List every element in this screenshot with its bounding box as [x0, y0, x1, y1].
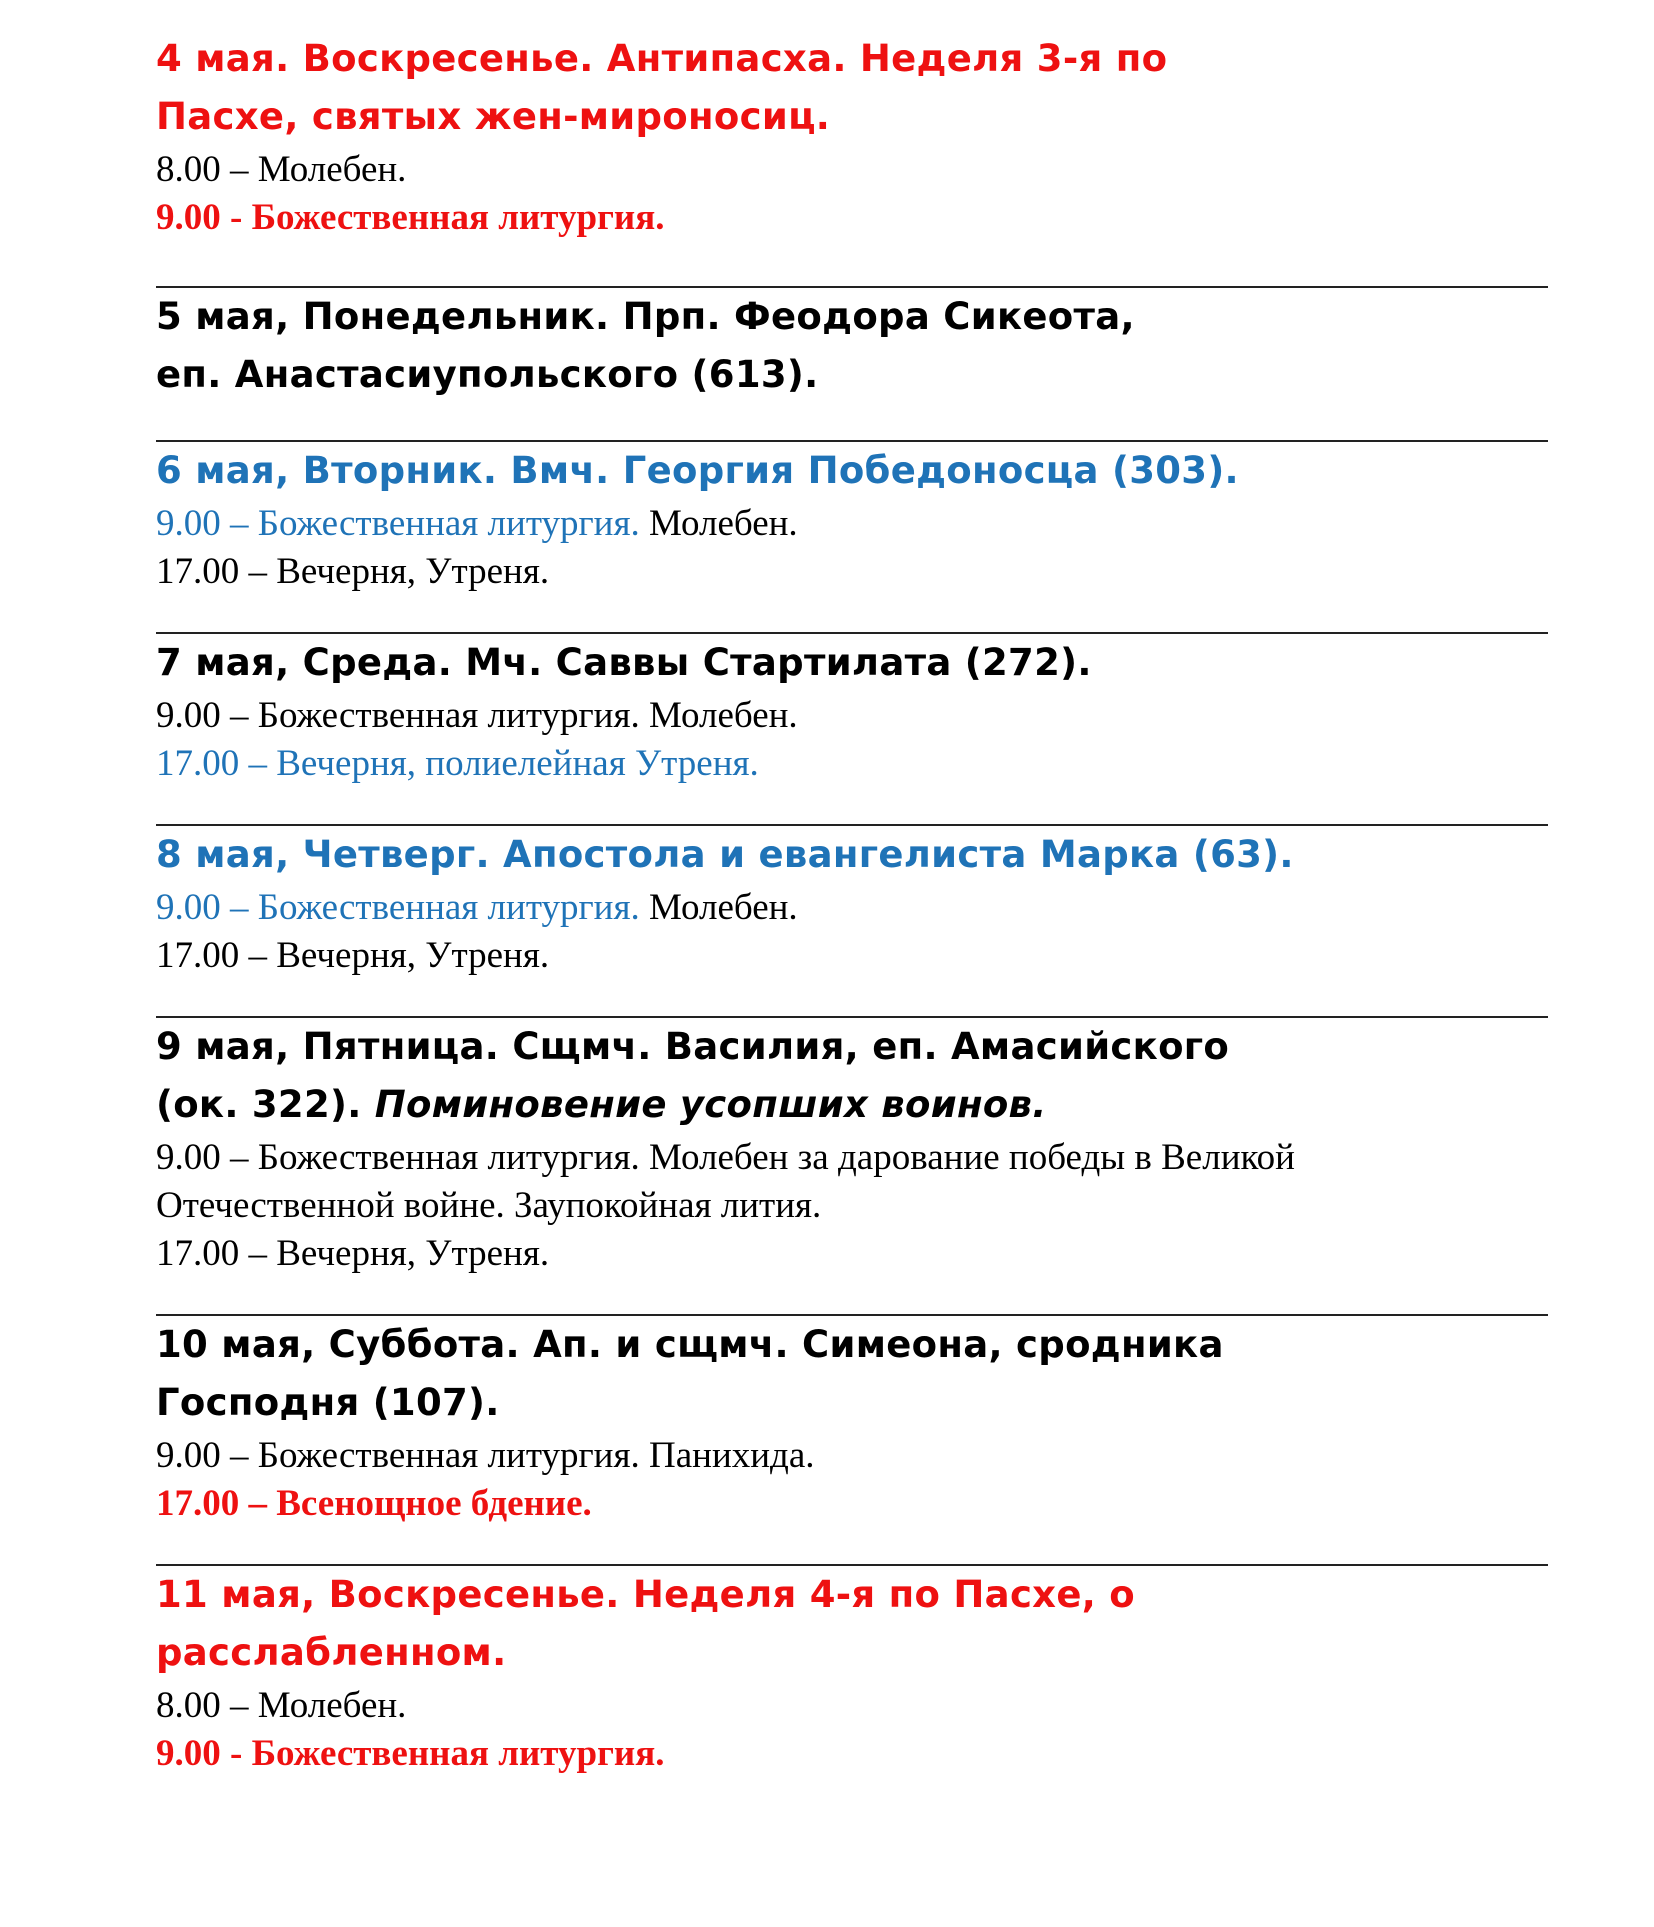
service-line: 9.00 - Божественная литургия. — [156, 197, 665, 238]
service-line-part: Молебен. — [639, 503, 798, 544]
service-line: 8.00 – Молебен. — [156, 1685, 407, 1726]
service-line: 9.00 – Божественная литургия. Панихида. — [156, 1435, 815, 1476]
service-line: 17.00 – Вечерня, полиелейная Утреня. — [156, 743, 759, 784]
day-entry-may-9 — [156, 1018, 1548, 1278]
schedule-document — [156, 30, 1548, 1778]
day-entry-may-8 — [156, 826, 1548, 980]
service-line: 8.00 – Молебен. — [156, 149, 407, 190]
service-line — [156, 500, 1548, 548]
service-line-part: Молебен. — [639, 887, 798, 928]
day-entry-may-4 — [156, 30, 1548, 242]
service-line: 9.00 – Божественная литургия. Молебен. — [156, 695, 798, 736]
service-line: 17.00 – Вечерня, Утреня. — [156, 1233, 550, 1274]
service-line: 17.00 – Всенощное бдение. — [156, 1483, 592, 1524]
day-heading: 4 мая. Воскресенье. Антипасха. Неделя 3-я по Пасхе, святых жен-мироносиц. — [156, 37, 1168, 138]
day-entry-may-11 — [156, 1566, 1548, 1778]
day-heading: 11 мая, Воскресенье. Неделя 4-я по Пасхе, о расслабленном. — [156, 1573, 1136, 1674]
service-line: 9.00 – Божественная литургия. Молебен за дарование победы в Великой — [156, 1137, 1295, 1178]
service-line: 17.00 – Вечерня, Утреня. — [156, 551, 550, 592]
day-heading: 5 мая, Понедельник. Прп. Феодора Сикеота, еп. Анастасиупольского (613). — [156, 295, 1135, 396]
day-heading: 6 мая, Вторник. Вмч. Георгия Победоносца (303). — [156, 449, 1239, 492]
day-heading-text: 9 мая, Пятница. Сщмч. Василия, еп. Амасийского (ок. 322). — [156, 1025, 1230, 1126]
service-line: Отечественной войне. Заупокойная лития. — [156, 1185, 822, 1226]
service-line-part: 9.00 – Божественная литургия. — [156, 503, 640, 544]
day-heading: 8 мая, Четверг. Апостола и евангелиста Марка (63). — [156, 833, 1294, 876]
day-heading — [156, 1018, 1256, 1134]
day-entry-may-5 — [156, 288, 1548, 404]
day-heading: 7 мая, Среда. Мч. Саввы Стартилата (272). — [156, 641, 1092, 684]
day-heading-italic: Поминовение усопших воинов. — [374, 1083, 1047, 1126]
service-line: 17.00 – Вечерня, Утреня. — [156, 935, 550, 976]
service-line-part: 9.00 – Божественная литургия. — [156, 887, 640, 928]
day-entry-may-10 — [156, 1316, 1548, 1528]
service-line — [156, 884, 1548, 932]
day-entry-may-6 — [156, 442, 1548, 596]
service-line: 9.00 - Божественная литургия. — [156, 1733, 665, 1774]
day-heading: 10 мая, Суббота. Ап. и сщмч. Симеона, сродника Господня (107). — [156, 1323, 1224, 1424]
day-entry-may-7 — [156, 634, 1548, 788]
